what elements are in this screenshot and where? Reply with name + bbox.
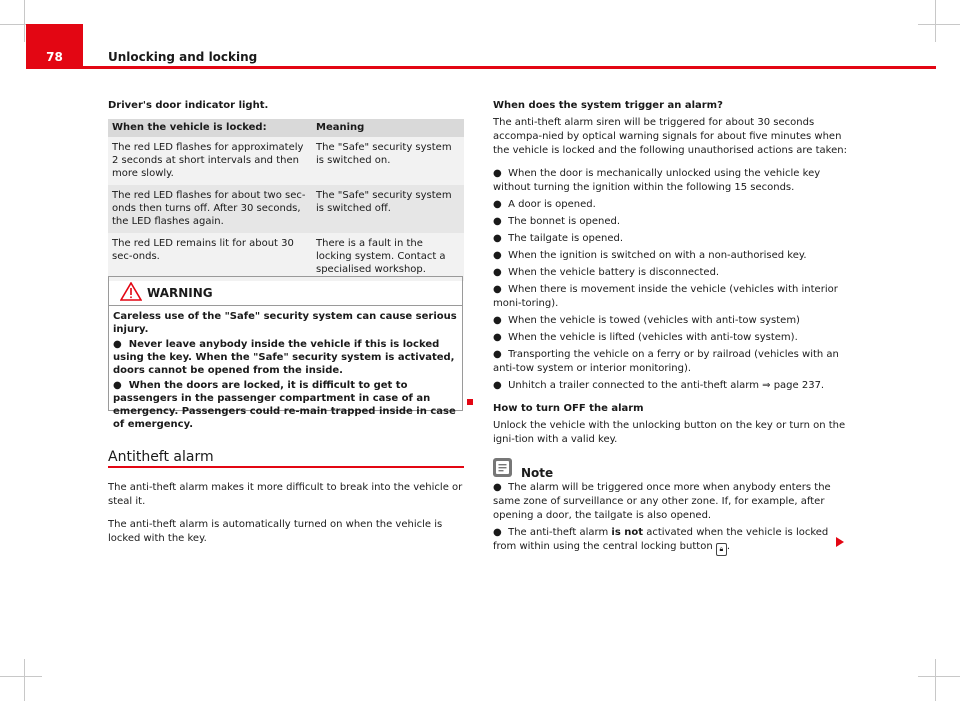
list-item: ● When the door is mechanically unlocked using the vehicle key without turning the ignition within the following 15 seconds. <box>493 168 821 193</box>
list-item: ● When the vehicle is towed (vehicles with anti-tow system) <box>493 315 800 326</box>
list-item: ● When the vehicle battery is disconnected. <box>493 267 720 278</box>
bullet-glyph: ● <box>493 380 502 391</box>
crop-mark <box>935 0 936 42</box>
paragraph: The anti-theft alarm is automatically turned on when the vehicle is locked with the key. <box>108 519 443 544</box>
list-item: ● A door is opened. <box>493 199 596 210</box>
crop-mark <box>918 24 960 25</box>
warning-header <box>109 277 462 306</box>
table-header-meaning: Meaning <box>312 119 464 137</box>
bullet-glyph: ● <box>493 482 502 493</box>
warning-triangle-icon <box>120 282 142 301</box>
intro-paragraph: The anti-theft alarm siren will be triggered for about 30 seconds accompa-nied by optical warning signals for about five minutes when the vehicle is locked and the following unauthorised actions are taken: <box>493 117 847 156</box>
note-item: ● The anti-theft alarm is not activated when the vehicle is locked from within using the central locking button 🔒︎ . <box>493 526 853 556</box>
header-rule <box>26 66 936 69</box>
emphasis: is not <box>611 527 644 538</box>
table-header-locked: When the vehicle is locked: <box>108 119 312 137</box>
bullet-glyph: ● <box>493 233 502 244</box>
warning-lead: Careless use of the "Safe" security system can cause serious injury. <box>113 311 457 335</box>
table-row <box>108 185 464 233</box>
list-item: ● The tailgate is opened. <box>493 233 624 244</box>
warning-bullet: ● Never leave anybody inside the vehicle if this is locked using the key. When the "Safe" security system is activated, doors cannot be opened from the inside. <box>113 339 455 376</box>
table-cell: The "Safe" security system is switched on. <box>312 137 464 185</box>
warning-bullet: ● When the doors are locked, it is difficult to get to passengers in the passenger compartment in case of an emergency. Passengers could re-main trapped inside in case of emergency. <box>113 380 456 430</box>
list-item: ● When the ignition is switched on with a non-authorised key. <box>493 250 807 261</box>
warning-box <box>108 276 463 430</box>
bullet-glyph: ● <box>113 339 122 350</box>
warning-body <box>113 310 460 433</box>
continue-arrow-icon <box>836 537 844 547</box>
bullet-glyph: ● <box>493 332 502 343</box>
crop-mark <box>24 659 25 701</box>
list-item: ● The bonnet is opened. <box>493 216 621 227</box>
heading-trigger: When does the system trigger an alarm? <box>493 100 723 111</box>
indicator-table <box>108 119 464 281</box>
section-end-marker <box>467 399 473 405</box>
bullet-glyph: ● <box>493 315 502 326</box>
heading-turn-off: How to turn OFF the alarm <box>493 403 644 414</box>
list-item: ● Transporting the vehicle on a ferry or by railroad (vehicles with an anti-tow system or interior monitoring). <box>493 349 839 374</box>
bullet-glyph: ● <box>493 199 502 210</box>
central-locking-button-icon: 🔒︎ <box>716 543 727 556</box>
crop-mark <box>918 676 960 677</box>
bullet-glyph: ● <box>493 267 502 278</box>
paragraph: Unlock the vehicle with the unlocking button on the key or turn on the igni-tion with a valid key. <box>493 420 846 445</box>
table-cell: The red LED flashes for approximately 2 seconds at short intervals and then more slowly. <box>108 137 312 185</box>
trigger-list <box>493 167 853 396</box>
list-item: ● Unhitch a trailer connected to the anti-theft alarm ⇒ page 237. <box>493 380 825 391</box>
bullet-glyph: ● <box>493 168 502 179</box>
chapter-title: Unlocking and locking <box>108 50 258 64</box>
warning-title: WARNING <box>147 286 213 300</box>
table-cell: The red LED flashes for about two sec-onds then turns off. After 30 seconds, the LED flashes again. <box>108 185 312 233</box>
table-row <box>108 233 464 281</box>
table-caption: Driver's door indicator light. <box>108 100 269 111</box>
bullet-glyph: ● <box>493 250 502 261</box>
section-rule <box>108 466 464 468</box>
table-row <box>108 137 464 185</box>
list-item: ● When there is movement inside the vehicle (vehicles with interior moni-toring). <box>493 284 838 309</box>
list-item: ● When the vehicle is lifted (vehicles with anti-tow system). <box>493 332 798 343</box>
table-cell: The red LED remains lit for about 30 sec-onds. <box>108 233 312 281</box>
bullet-glyph: ● <box>493 216 502 227</box>
note-item: ● The alarm will be triggered once more when anybody enters the same zone of surveillance or any other zone. If, for example, after opening a door, the tailgate is also opened. <box>493 482 831 521</box>
note-title: Note <box>521 466 554 480</box>
paragraph: The anti-theft alarm makes it more difficult to break into the vehicle or steal it. <box>108 482 463 507</box>
crop-mark <box>935 659 936 701</box>
bullet-glyph: ● <box>493 349 502 360</box>
section-title: Antitheft alarm <box>108 449 214 465</box>
bullet-glyph: ● <box>113 380 122 391</box>
bullet-glyph: ● <box>493 527 502 538</box>
note-icon <box>493 458 512 477</box>
crop-mark <box>24 0 25 42</box>
table-cell: The "Safe" security system is switched off. <box>312 185 464 233</box>
table-cell: There is a fault in the locking system. Contact a specialised workshop. <box>312 233 464 281</box>
page-number: 78 <box>46 50 63 64</box>
bullet-glyph: ● <box>493 284 502 295</box>
crop-mark <box>0 676 42 677</box>
